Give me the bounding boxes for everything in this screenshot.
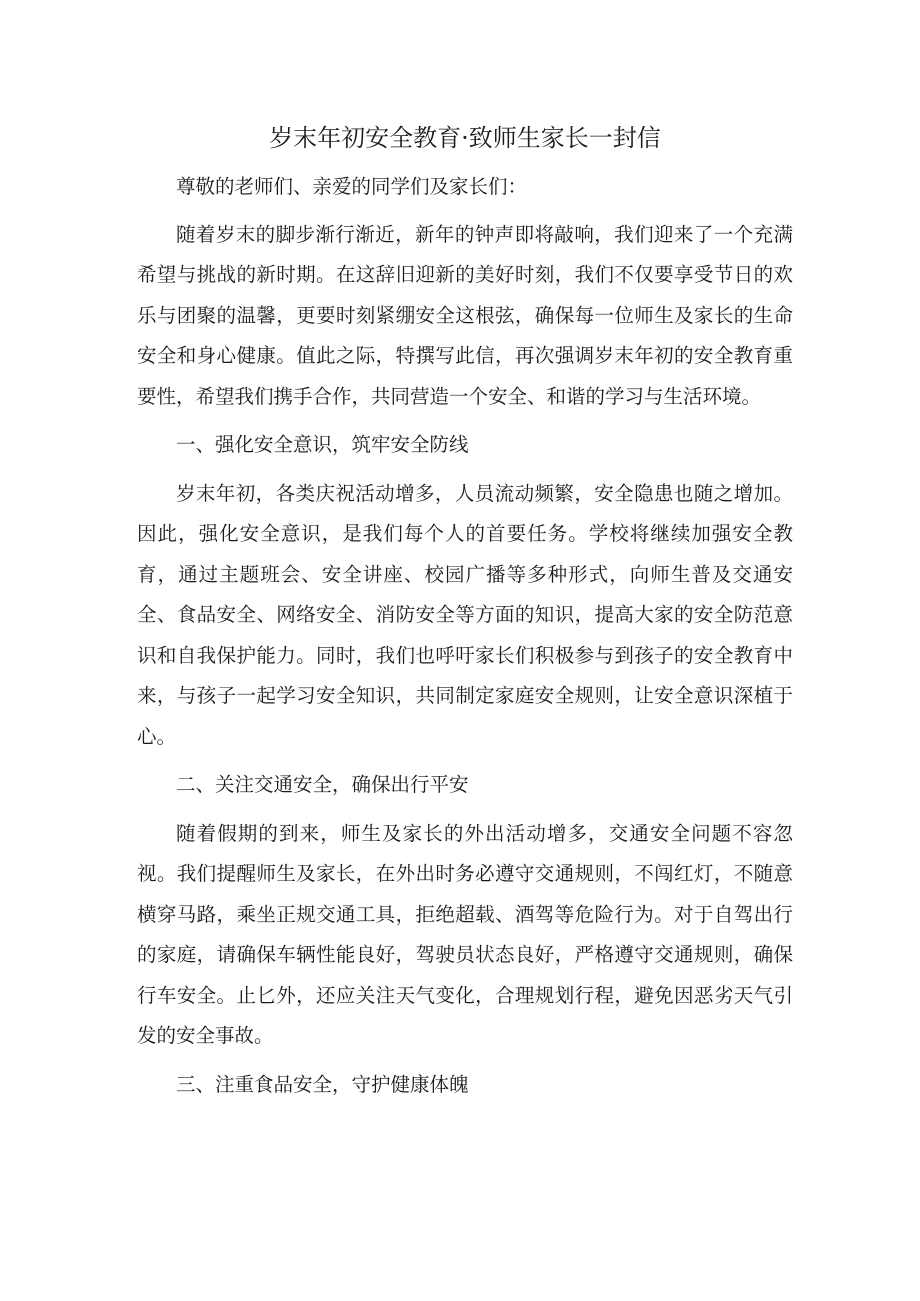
section-heading-2: 二、关注交通安全，确保出行平安 bbox=[176, 773, 469, 796]
section-1-paragraph: 岁末年初，各类庆祝活动增多，人员流动频繁，安全隐患也随之增加。因此，强化安全意识，是我们每个人的首要任务。学校将继续加强安全教育，通过主题班会、安全讲座、校园广播等多种形式，向师生普及交通安全、食品安全、网络安全、消防安全等方面的知识，提高大家的安全防范意识和自我保护能力。同时，我们也呼吁家长们积极参与到孩子的安全教育中来，与孩子一起学习安全知识，共同制定家庭安全规则，让安全意识深植于心。 bbox=[137, 481, 793, 748]
document-title: 岁末年初安全教育·致师生家长一封信 bbox=[269, 124, 661, 152]
section-heading-1: 一、强化安全意识，筑牢安全防线 bbox=[176, 433, 469, 456]
letter-page bbox=[137, 118, 793, 1113]
section-2-paragraph: 随着假期的到来，师生及家长的外出活动增多，交通安全问题不容忽视。我们提醒师生及家长，在外出时务必遵守交通规则，不闯红灯，不随意横穿马路，乘坐正规交通工具，拒绝超载、酒驾等危险行为。对于自驾出行的家庭，请确保车辆性能良好，驾驶员状态良好，严格遵守交通规则，确保行车安全。止匕外，还应关注天气变化，合理规划行程，避免因恶劣天气引发的安全事故。 bbox=[137, 821, 793, 1047]
section-heading-3: 三、注重食品安全，守护健康体魄 bbox=[176, 1072, 469, 1096]
intro-paragraph: 随着岁末的脚步渐行渐近，新年的钟声即将敲响，我们迎来了一个充满希望与挑战的新时期。在这辞旧迎新的美好时刻，我们不仅要享受节日的欢乐与团聚的温馨，更要时刻紧绷安全这根弦，确保每一位师生及家长的生命安全和身心健康。值此之际，特撰写此信，再次强调岁末年初的安全教育重要性，希望我们携手合作，共同营造一个安全、和谐的学习与生活环境。 bbox=[137, 222, 793, 408]
greeting: 尊敬的老师们、亲爱的同学们及家长们： bbox=[176, 175, 528, 198]
